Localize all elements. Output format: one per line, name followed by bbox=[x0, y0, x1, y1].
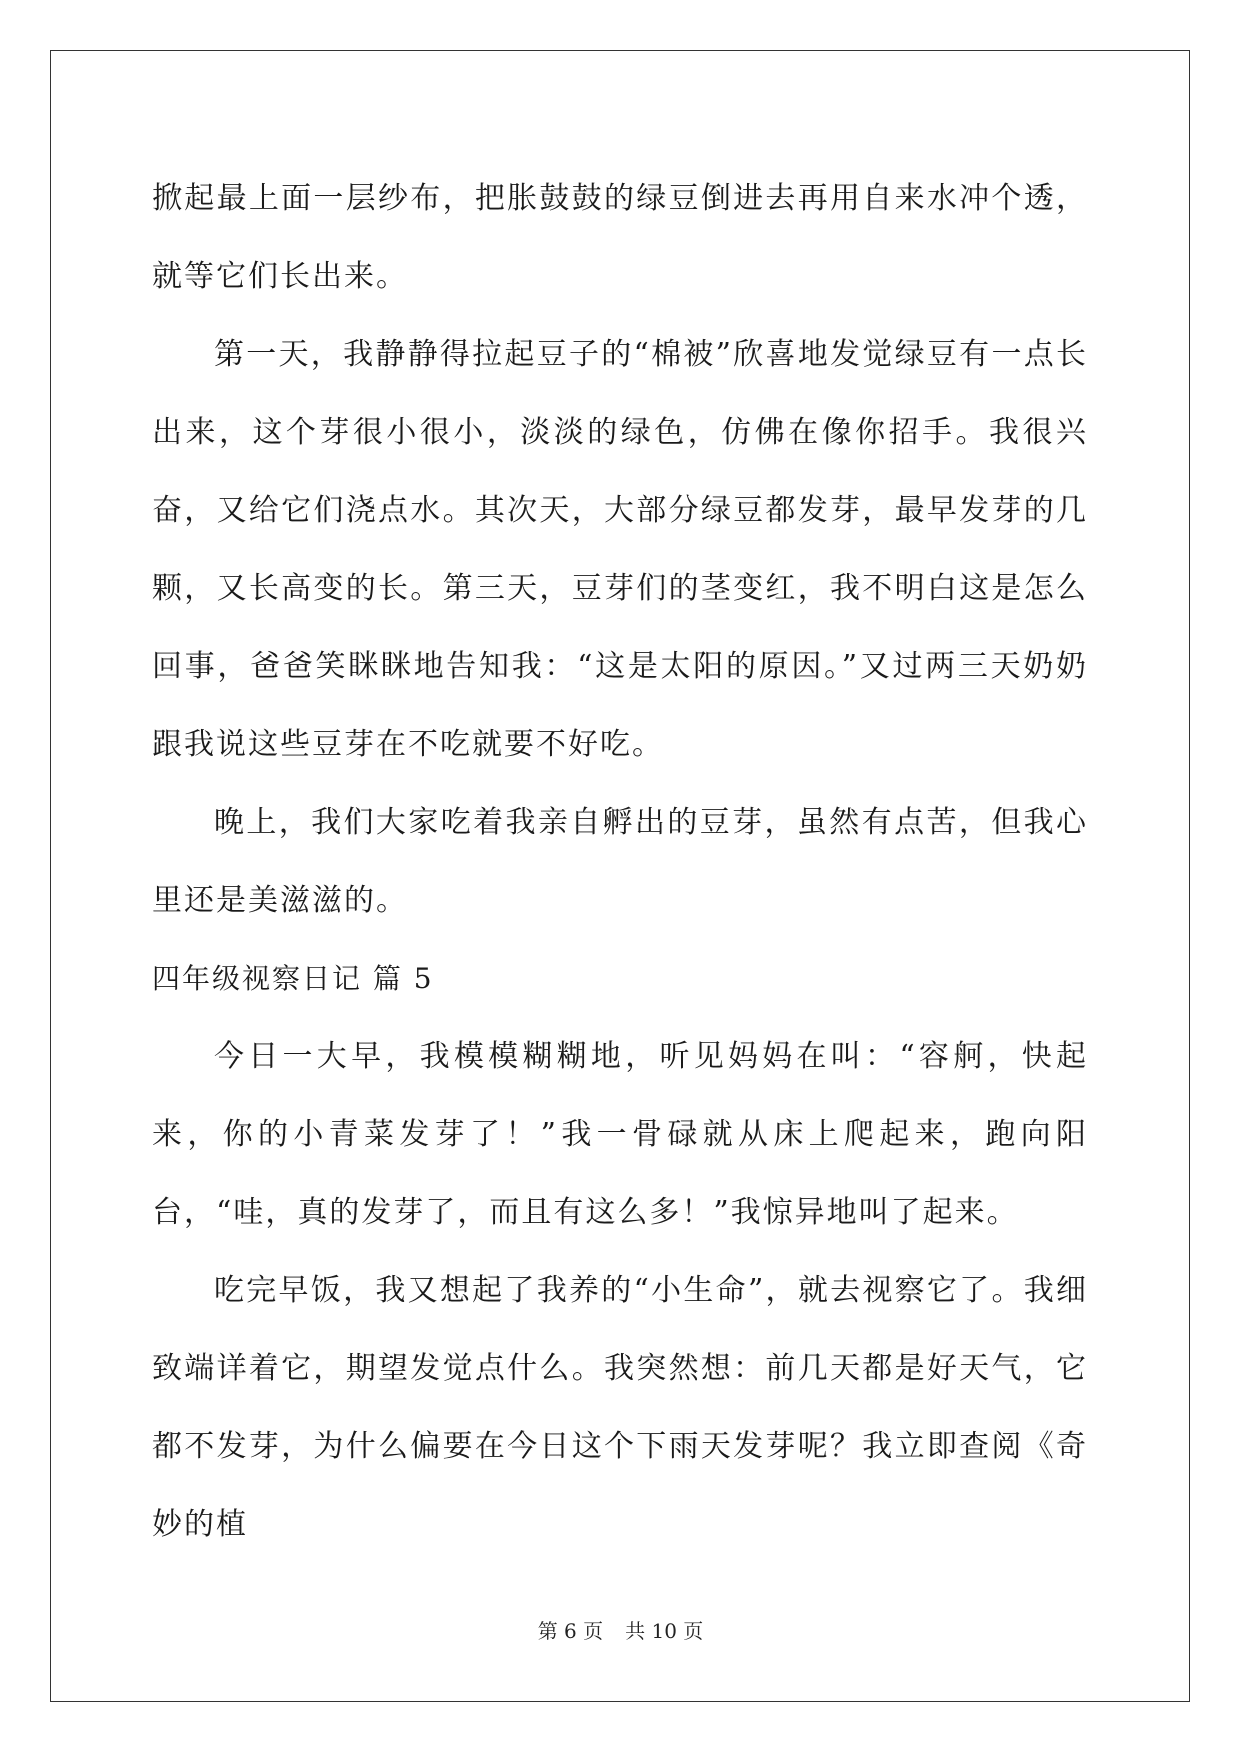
paragraph: 晚上，我们大家吃着我亲自孵出的豆芽，虽然有点苦，但我心里还是美滋滋的。 bbox=[152, 805, 1088, 918]
page-footer bbox=[0, 1615, 1241, 1644]
paragraph: 第一天，我静静得拉起豆子的“棉被”欣喜地发觉绿豆有一点长出来，这个芽很小很小，淡淡的绿色，仿佛在像你招手。我很兴奋，又给它们浇点水。其次天，大部分绿豆都发芽，最早发芽的几颗，又长高变的长。第三天，豆芽们的茎变红，我不明白这是怎么回事，爸爸笑眯眯地告知我：“这是太阳的原因。”又过两三天奶奶跟我说这些豆芽在不吃就要不好吃。 bbox=[152, 337, 1088, 762]
document-body bbox=[152, 160, 1088, 1564]
paragraph: 吃完早饭，我又想起了我养的“小生命”，就去视察它了。我细致端详着它，期望发觉点什么。我突然想：前几天都是好天气，它都不发芽，为什么偏要在今日这个下雨天发芽呢？我立即查阅《奇妙的植 bbox=[152, 1273, 1088, 1542]
page-total: 共 10 页 bbox=[625, 1619, 704, 1643]
paragraph: 今日一大早，我模模糊糊地，听见妈妈在叫：“容舸，快起来，你的小青菜发芽了！”我一骨碌就从床上爬起来，跑向阳台，“哇，真的发芽了，而且有这么多！”我惊异地叫了起来。 bbox=[152, 1039, 1088, 1230]
page-number: 第 6 页 bbox=[537, 1619, 604, 1643]
paragraph: 掀起最上面一层纱布，把胀鼓鼓的绿豆倒进去再用自来水冲个透，就等它们长出来。 bbox=[152, 181, 1088, 294]
section-heading: 四年级视察日记 篇 5 bbox=[152, 962, 434, 995]
